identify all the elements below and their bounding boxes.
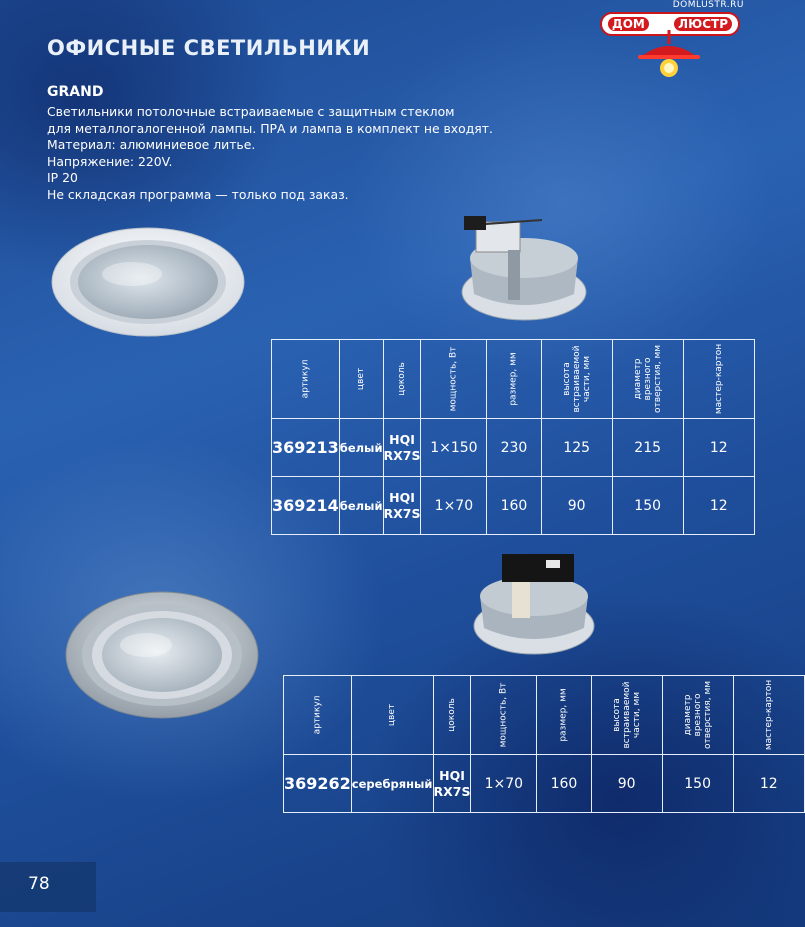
description-line: Материал: алюминиевое литье. [47, 137, 256, 152]
header-socket: цоколь [383, 340, 421, 419]
logo-site-text: DOMLUSTR.RU [672, 0, 744, 10]
header-master-carton: мастер-картон [683, 340, 754, 419]
cell-height: 90 [541, 477, 612, 535]
description-line: Не складская программа — только под заказ. [47, 186, 349, 202]
header-power: мощность, Вт [471, 676, 537, 755]
cell-size: 160 [537, 755, 591, 813]
cell-hole-diameter: 150 [662, 755, 733, 813]
page-number: 78 [28, 874, 50, 894]
cell-power: 1×70 [471, 755, 537, 813]
cell-article: 369214 [272, 477, 340, 535]
cell-color: белый [339, 419, 383, 477]
page-title: ОФИСНЫЕ СВЕТИЛЬНИКИ [47, 36, 371, 60]
cell-hole-diameter: 215 [612, 419, 683, 477]
header-color: цвет [339, 340, 383, 419]
table-row [272, 477, 755, 535]
table-row [284, 755, 805, 813]
cell-master-carton: 12 [683, 477, 754, 535]
brand-logo[interactable] [592, 0, 750, 80]
logo-word-lustr: ЛЮСТР [674, 17, 732, 31]
description-line: Напряжение: 220V. [47, 153, 173, 169]
spec-table-1 [271, 339, 755, 535]
header-article: артикул [272, 340, 340, 419]
header-hole-diameter: диаметр врезного отверстия, мм [662, 676, 733, 755]
cell-height: 90 [591, 755, 662, 813]
logo-word-dom: ДОМ [608, 17, 649, 31]
cell-socket: HQI RX7S [433, 755, 471, 813]
header-size: размер, мм [537, 676, 591, 755]
header-hole-diameter: диаметр врезного отверстия, мм [612, 340, 683, 419]
header-height: высота встраиваемой части, мм [591, 676, 662, 755]
description-line: для металлогалогенной лампы. ПРА и лампа в комплект не входят. [47, 120, 493, 136]
cell-size: 160 [487, 477, 541, 535]
cell-color: серебряный [351, 755, 433, 813]
product-image-back-view [456, 212, 588, 324]
table-row [272, 419, 755, 477]
cell-article: 369262 [284, 755, 352, 813]
header-size: размер, мм [487, 340, 541, 419]
header-socket: цоколь [433, 676, 471, 755]
cell-power: 1×150 [421, 419, 487, 477]
header-master-carton: мастер-картон [733, 676, 804, 755]
cell-hole-diameter: 150 [612, 477, 683, 535]
description-line: Светильники потолочные встраиваемые с защитным стеклом [47, 104, 455, 119]
cell-color: белый [339, 477, 383, 535]
header-color: цвет [351, 676, 433, 755]
cell-master-carton: 12 [733, 755, 804, 813]
series-name: GRAND [47, 84, 104, 100]
cell-power: 1×70 [421, 477, 487, 535]
spec-table-2 [283, 675, 805, 813]
cell-article: 369213 [272, 419, 340, 477]
description-line: IP 20 [47, 170, 78, 185]
chandelier-icon [634, 30, 704, 80]
cell-size: 230 [487, 419, 541, 477]
header-height: высота встраиваемой части, мм [541, 340, 612, 419]
header-article: артикул [284, 676, 352, 755]
cell-master-carton: 12 [683, 419, 754, 477]
product-image-white-downlight [50, 226, 246, 338]
product-image-silver-downlight [64, 590, 260, 720]
product-description [47, 104, 493, 203]
header-power: мощность, Вт [421, 340, 487, 419]
product-image-back-view-2 [468, 550, 598, 658]
cell-socket: HQI RX7S [383, 419, 421, 477]
cell-height: 125 [541, 419, 612, 477]
cell-socket: HQI RX7S [383, 477, 421, 535]
